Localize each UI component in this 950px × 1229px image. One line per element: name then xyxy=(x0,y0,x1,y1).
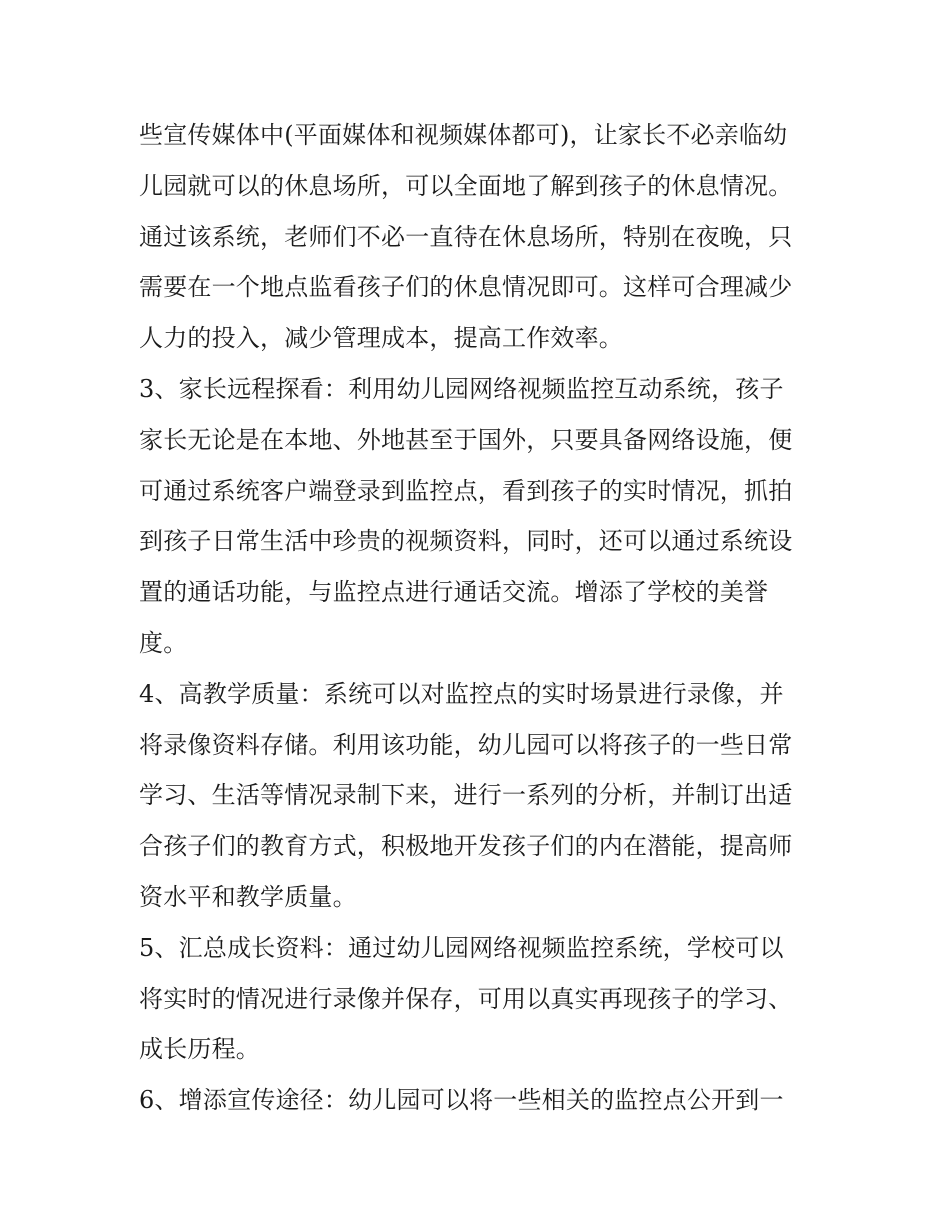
text-line: 学习、生活等情况录制下来，进行一系列的分析，并制订出适 xyxy=(139,781,793,810)
text-line: 人力的投入，减少管理成本，提高工作效率。 xyxy=(139,324,623,353)
paragraph-item-3 xyxy=(139,364,819,669)
text-line: 合孩子们的教育方式，积极地开发孩子们的内在潜能，提高师 xyxy=(139,832,793,861)
text-line: 4、高教学质量：系统可以对监控点的实时场景进行录像，并 xyxy=(139,679,784,708)
text-line: 将实时的情况进行录像并保存，可用以真实再现孩子的学习、 xyxy=(139,984,793,1013)
text-line: 可通过系统客户端登录到监控点，看到孩子的实时情况，抓拍 xyxy=(139,476,793,505)
text-line: 儿园就可以的休息场所，可以全面地了解到孩子的休息情况。 xyxy=(139,171,793,200)
paragraph-item-5 xyxy=(139,923,819,1075)
paragraph-continuation xyxy=(139,110,819,364)
text-line: 些宣传媒体中(平面媒体和视频媒体都可)，让家长不必亲临幼 xyxy=(139,121,788,149)
text-line: 需要在一个地点监看孩子们的休息情况即可。这样可合理减少 xyxy=(139,273,793,302)
text-line: 置的通话功能，与监控点进行通话交流。增添了学校的美誉 xyxy=(139,578,769,607)
paragraph-item-6 xyxy=(139,1075,819,1126)
text-line: 通过该系统，老师们不必一直待在休息场所，特别在夜晚，只 xyxy=(139,222,793,251)
text-line: 到孩子日常生活中珍贵的视频资料，同时，还可以通过系统设 xyxy=(139,527,793,556)
text-line: 3、家长远程探看：利用幼儿园网络视频监控互动系统，孩子 xyxy=(139,374,784,403)
text-line: 资水平和教学质量。 xyxy=(139,882,357,911)
text-line: 将录像资料存储。利用该功能，幼儿园可以将孩子的一些日常 xyxy=(139,730,793,759)
document-body xyxy=(139,110,819,1126)
text-line: 成长历程。 xyxy=(139,1035,260,1064)
text-line: 家长无论是在本地、外地甚至于国外，只要具备网络设施，便 xyxy=(139,425,793,454)
text-line: 5、汇总成长资料：通过幼儿园网络视频监控系统，学校可以 xyxy=(139,933,784,962)
text-line: 度。 xyxy=(139,628,188,657)
paragraph-item-4 xyxy=(139,669,819,923)
text-line: 6、增添宣传途径：幼儿园可以将一些相关的监控点公开到一 xyxy=(139,1086,784,1115)
